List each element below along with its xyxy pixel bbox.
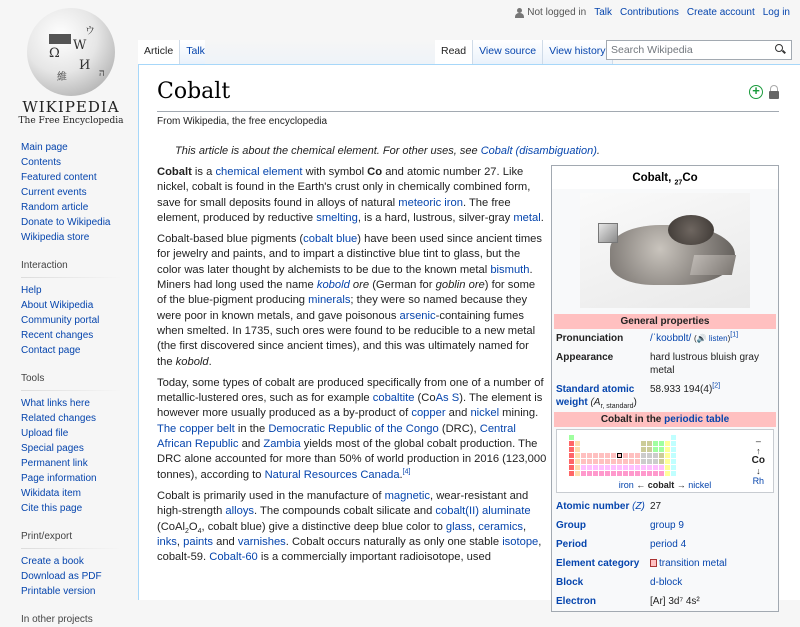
link-car[interactable]: Central African Republic	[157, 422, 516, 451]
tab-article[interactable]: Article	[138, 40, 180, 64]
tab-view-source[interactable]: View source	[473, 40, 543, 64]
puzzle-globe-icon: Ω W И 維 ウ ה	[27, 8, 115, 96]
reference-2[interactable]: [2]	[712, 382, 721, 390]
link-sulfur-symbol[interactable]: S	[451, 392, 460, 405]
link-copper[interactable]: copper	[411, 407, 446, 420]
sidebar-print	[0, 554, 138, 599]
link-cobalt-aluminate[interactable]: cobalt(II) aluminate	[435, 505, 531, 518]
link-cobalt-60[interactable]: Cobalt-60	[209, 551, 258, 564]
link-minerals[interactable]: minerals	[308, 294, 351, 307]
sidebar-heading-print-export: Print/export	[21, 531, 73, 542]
periodic-table-widget[interactable]	[556, 429, 774, 493]
periodic-table-nav: – ↑ Co ↓ Rh	[751, 436, 765, 486]
sidebar-heading-interaction: Interaction	[21, 260, 68, 271]
article-body	[157, 165, 547, 571]
periodic-table-link[interactable]: periodic table	[664, 414, 730, 425]
disambiguation-link[interactable]: Cobalt (disambiguation)	[480, 145, 597, 157]
cobalt-sample-image[interactable]	[580, 193, 750, 308]
periodic-table-caption: iron ← cobalt → nickel	[618, 480, 712, 490]
link-isotope[interactable]: isotope	[502, 535, 539, 548]
site-subtitle: From Wikipedia, the free encyclopedia	[157, 116, 328, 127]
sidebar-item-recent-changes[interactable]: Recent changes	[21, 330, 94, 341]
listen-link[interactable]: listen	[708, 334, 728, 343]
iron-link[interactable]: iron	[618, 480, 634, 490]
nickel-link[interactable]: nickel	[688, 480, 712, 490]
logo-tagline: The Free Encyclopedia	[18, 116, 124, 126]
divider	[21, 390, 122, 391]
group-link[interactable]: group 9	[650, 520, 684, 531]
sidebar-heading-other-projects: In other projects	[21, 614, 93, 625]
infobox-row-atomic-number: Atomic number (Z) 27	[556, 501, 662, 512]
sidebar-heading-tools: Tools	[21, 373, 45, 384]
link-alloys[interactable]: alloys	[225, 505, 255, 518]
ipa-link[interactable]: /ˈkoʊbɒlt/	[650, 333, 692, 344]
sidebar-item-create-book[interactable]: Create a book	[21, 556, 84, 567]
sidebar-item-wikidata-item[interactable]: Wikidata item	[21, 488, 82, 499]
divider	[157, 111, 779, 112]
tab-talk[interactable]: Talk	[180, 40, 212, 64]
paragraph-production: Today, some types of cobalt are produced specifically from one of a number of metallic-lustered ores, such as for example cobaltite (CoAs S). The element is however more usually produced as a by-product of copper and nickel mining. The copper belt in the Democratic Republic of the Congo (DRC), Central African Republic and Zambia yields most of the global cobalt production. The DRC alone accounted for more than 50% of world production in 2016 (123,000 tonnes), according to Natural Resources Canada.[4]	[157, 376, 547, 481]
sidebar-item-printable-version[interactable]: Printable version	[21, 586, 96, 597]
link-chemical-element[interactable]: chemical element	[215, 166, 303, 178]
link-bismuth[interactable]: bismuth	[490, 263, 530, 276]
link-paints[interactable]: paints	[183, 535, 213, 548]
link-cobaltite[interactable]: cobaltite	[372, 392, 415, 405]
wikipedia-logo[interactable]	[10, 6, 132, 128]
category-color-swatch	[650, 559, 657, 567]
infobox	[551, 165, 779, 612]
period-link[interactable]: period 4	[650, 539, 687, 550]
link-drc[interactable]: Democratic Republic of the Congo	[268, 422, 439, 435]
infobox-row-atomic-weight: Standard atomic weight $(A_{r, standard})$ 58.933 194(4)[2]	[556, 382, 721, 410]
sidebar-interaction	[0, 283, 138, 358]
infobox-row-element-category: Element category transition metal	[556, 558, 727, 569]
login-status: Not logged in	[515, 7, 586, 18]
sidebar-item-store[interactable]: Wikipedia store	[21, 232, 90, 243]
sidebar-item-download-pdf[interactable]: Download as PDF	[21, 571, 102, 582]
link-glass[interactable]: glass	[445, 520, 473, 533]
wordmark: WIKIPEDIA	[22, 98, 120, 116]
search-box	[606, 40, 792, 60]
infobox-section-general: General properties	[554, 314, 776, 329]
namespace-tabs	[138, 40, 212, 64]
link-kobold[interactable]: kobold	[316, 279, 350, 292]
sidebar-tools	[0, 396, 138, 516]
link-nickel[interactable]: nickel	[470, 407, 500, 420]
sidebar-item-random-article[interactable]: Random article	[21, 202, 89, 213]
contributions-link[interactable]: Contributions	[620, 7, 679, 18]
sidebar-item-special-pages[interactable]: Special pages	[21, 443, 84, 454]
sidebar-item-cite-this-page[interactable]: Cite this page	[21, 503, 83, 514]
sidebar-navigation	[0, 140, 138, 245]
infobox-row-group: Group group 9	[556, 520, 684, 531]
tab-read[interactable]: Read	[435, 40, 473, 64]
hatnote: This article is about the chemical element. For other uses, see Cobalt (disambiguation).	[175, 145, 600, 157]
link-ceramics[interactable]: ceramics	[478, 520, 524, 533]
sidebar-item-contact-page[interactable]: Contact page	[21, 345, 81, 356]
sidebar-item-help[interactable]: Help	[21, 285, 42, 296]
link-zambia[interactable]: Zambia	[263, 438, 301, 451]
paragraph-intro: Cobalt is a chemical element with symbol Co and atomic number 27. Like nickel, cobalt is found in the Earth's crust only in chemically combined form, save for small deposits found in alloys of natural meteoric iron. The free element, produced by reductive smelting, is a hard, lustrous, silver-gray metal.	[157, 166, 544, 224]
log-in-link[interactable]: Log in	[762, 7, 790, 18]
standard-atomic-weight-link[interactable]: Standard atomic weight $(A_{r, standard})$	[556, 384, 637, 410]
link-metal[interactable]: metal	[513, 211, 541, 224]
reference-1[interactable]: [1]	[730, 331, 739, 339]
tab-spacer	[205, 40, 435, 64]
paragraph-uses: Cobalt is primarily used in the manufacture of magnetic, wear-resistant and high-strength alloys. The compounds cobalt silicate and cobalt(II) aluminate ($CoAl_2O_4$, cobalt blue) give a distinctive deep blue color to glass, ceramics, inks, paints and varnishes. Cobalt occurs naturally as only one stable isotope, cobalt-59. Cobalt-60 is a commercially important radioisotope, used	[157, 489, 542, 564]
divider	[21, 548, 122, 549]
divider	[21, 277, 122, 278]
rhodium-link[interactable]: Rh	[752, 476, 765, 486]
category-link[interactable]: transition metal	[659, 558, 727, 569]
create-account-link[interactable]: Create account	[686, 7, 755, 18]
infobox-row-electron: Electron [Ar] 3d⁷ 4s²	[556, 596, 700, 607]
sidebar-item-community-portal[interactable]: Community portal	[21, 315, 100, 326]
infobox-section-periodic-table: Cobalt in the periodic table	[554, 412, 776, 427]
search-input[interactable]	[607, 41, 767, 59]
paragraph-history: Cobalt-based blue pigments (cobalt blue) have been used since ancient times for jewelry and paints, and to impart a distinctive blue tint to glass, but the color was later thought by alchemists to be due to the known metal bismuth. Miners had long used the name kobold ore (German for goblin ore) for some of the blue-pigment producing minerals; they were so named because they were poor in known metals, and gave poisonous arsenic-containing fumes when smelted. In 1735, such ores were found to be reducible to a new metal (the first discovered since ancient times), and this was ultimately named for the kobold.	[157, 233, 542, 368]
speaker-icon[interactable]: (🔊 listen)	[694, 334, 731, 343]
sidebar-item-permanent-link[interactable]: Permanent link	[21, 458, 88, 469]
page-title: Cobalt	[157, 79, 231, 104]
talk-link[interactable]: Talk	[594, 7, 612, 18]
personal-tools	[515, 7, 790, 18]
sidebar-item-featured-content[interactable]: Featured content	[21, 172, 97, 183]
add-plus-icon[interactable]: +	[749, 85, 763, 99]
block-link[interactable]: d-block	[650, 577, 683, 588]
infobox-row-appearance: Appearance hard lustrous bluish gray metal	[556, 352, 759, 376]
link-cobalt-blue[interactable]: cobalt blue	[303, 233, 358, 246]
tab-view-history[interactable]: View history	[543, 40, 612, 64]
link-arsenic-symbol[interactable]: As	[435, 392, 449, 405]
sidebar-item-donate[interactable]: Donate to Wikipedia	[21, 217, 111, 228]
link-arsenic[interactable]: arsenic	[399, 309, 436, 322]
sidebar-item-what-links-here[interactable]: What links here	[21, 398, 90, 409]
user-icon	[515, 8, 524, 18]
sidebar-item-related-changes[interactable]: Related changes	[21, 413, 97, 424]
link-nrcan[interactable]: Natural Resources Canada	[264, 468, 400, 481]
infobox-row-block: Block d-block	[556, 577, 683, 588]
sidebar-item-upload-file[interactable]: Upload file	[21, 428, 69, 439]
sidebar-item-current-events[interactable]: Current events	[21, 187, 87, 198]
sidebar-item-page-information[interactable]: Page information	[21, 473, 97, 484]
link-inks[interactable]: inks	[157, 535, 177, 548]
sidebar-item-about[interactable]: About Wikipedia	[21, 300, 94, 311]
reference-4[interactable]: [4]	[402, 467, 411, 475]
article-content	[138, 64, 800, 607]
link-smelting[interactable]: smelting	[316, 211, 358, 224]
link-copper-belt[interactable]: The copper belt	[157, 422, 235, 435]
sidebar	[0, 140, 138, 627]
link-varnishes[interactable]: varnishes	[237, 535, 286, 548]
view-tabs	[435, 40, 613, 64]
sidebar-item-contents[interactable]: Contents	[21, 157, 62, 168]
lock-icon[interactable]	[769, 85, 779, 99]
search-icon[interactable]	[775, 44, 785, 54]
infobox-title: Cobalt, $_{27}$Co	[552, 166, 778, 189]
infobox-row-pronunciation: Pronunciation /ˈkoʊbɒlt/ (🔊 listen)[1]	[556, 331, 739, 344]
link-magnetic[interactable]: magnetic	[384, 489, 430, 502]
infobox-row-period: Period period 4	[556, 539, 687, 550]
sidebar-item-main-page[interactable]: Main page	[21, 142, 68, 153]
link-meteoric-iron[interactable]: meteoric iron	[398, 196, 463, 209]
